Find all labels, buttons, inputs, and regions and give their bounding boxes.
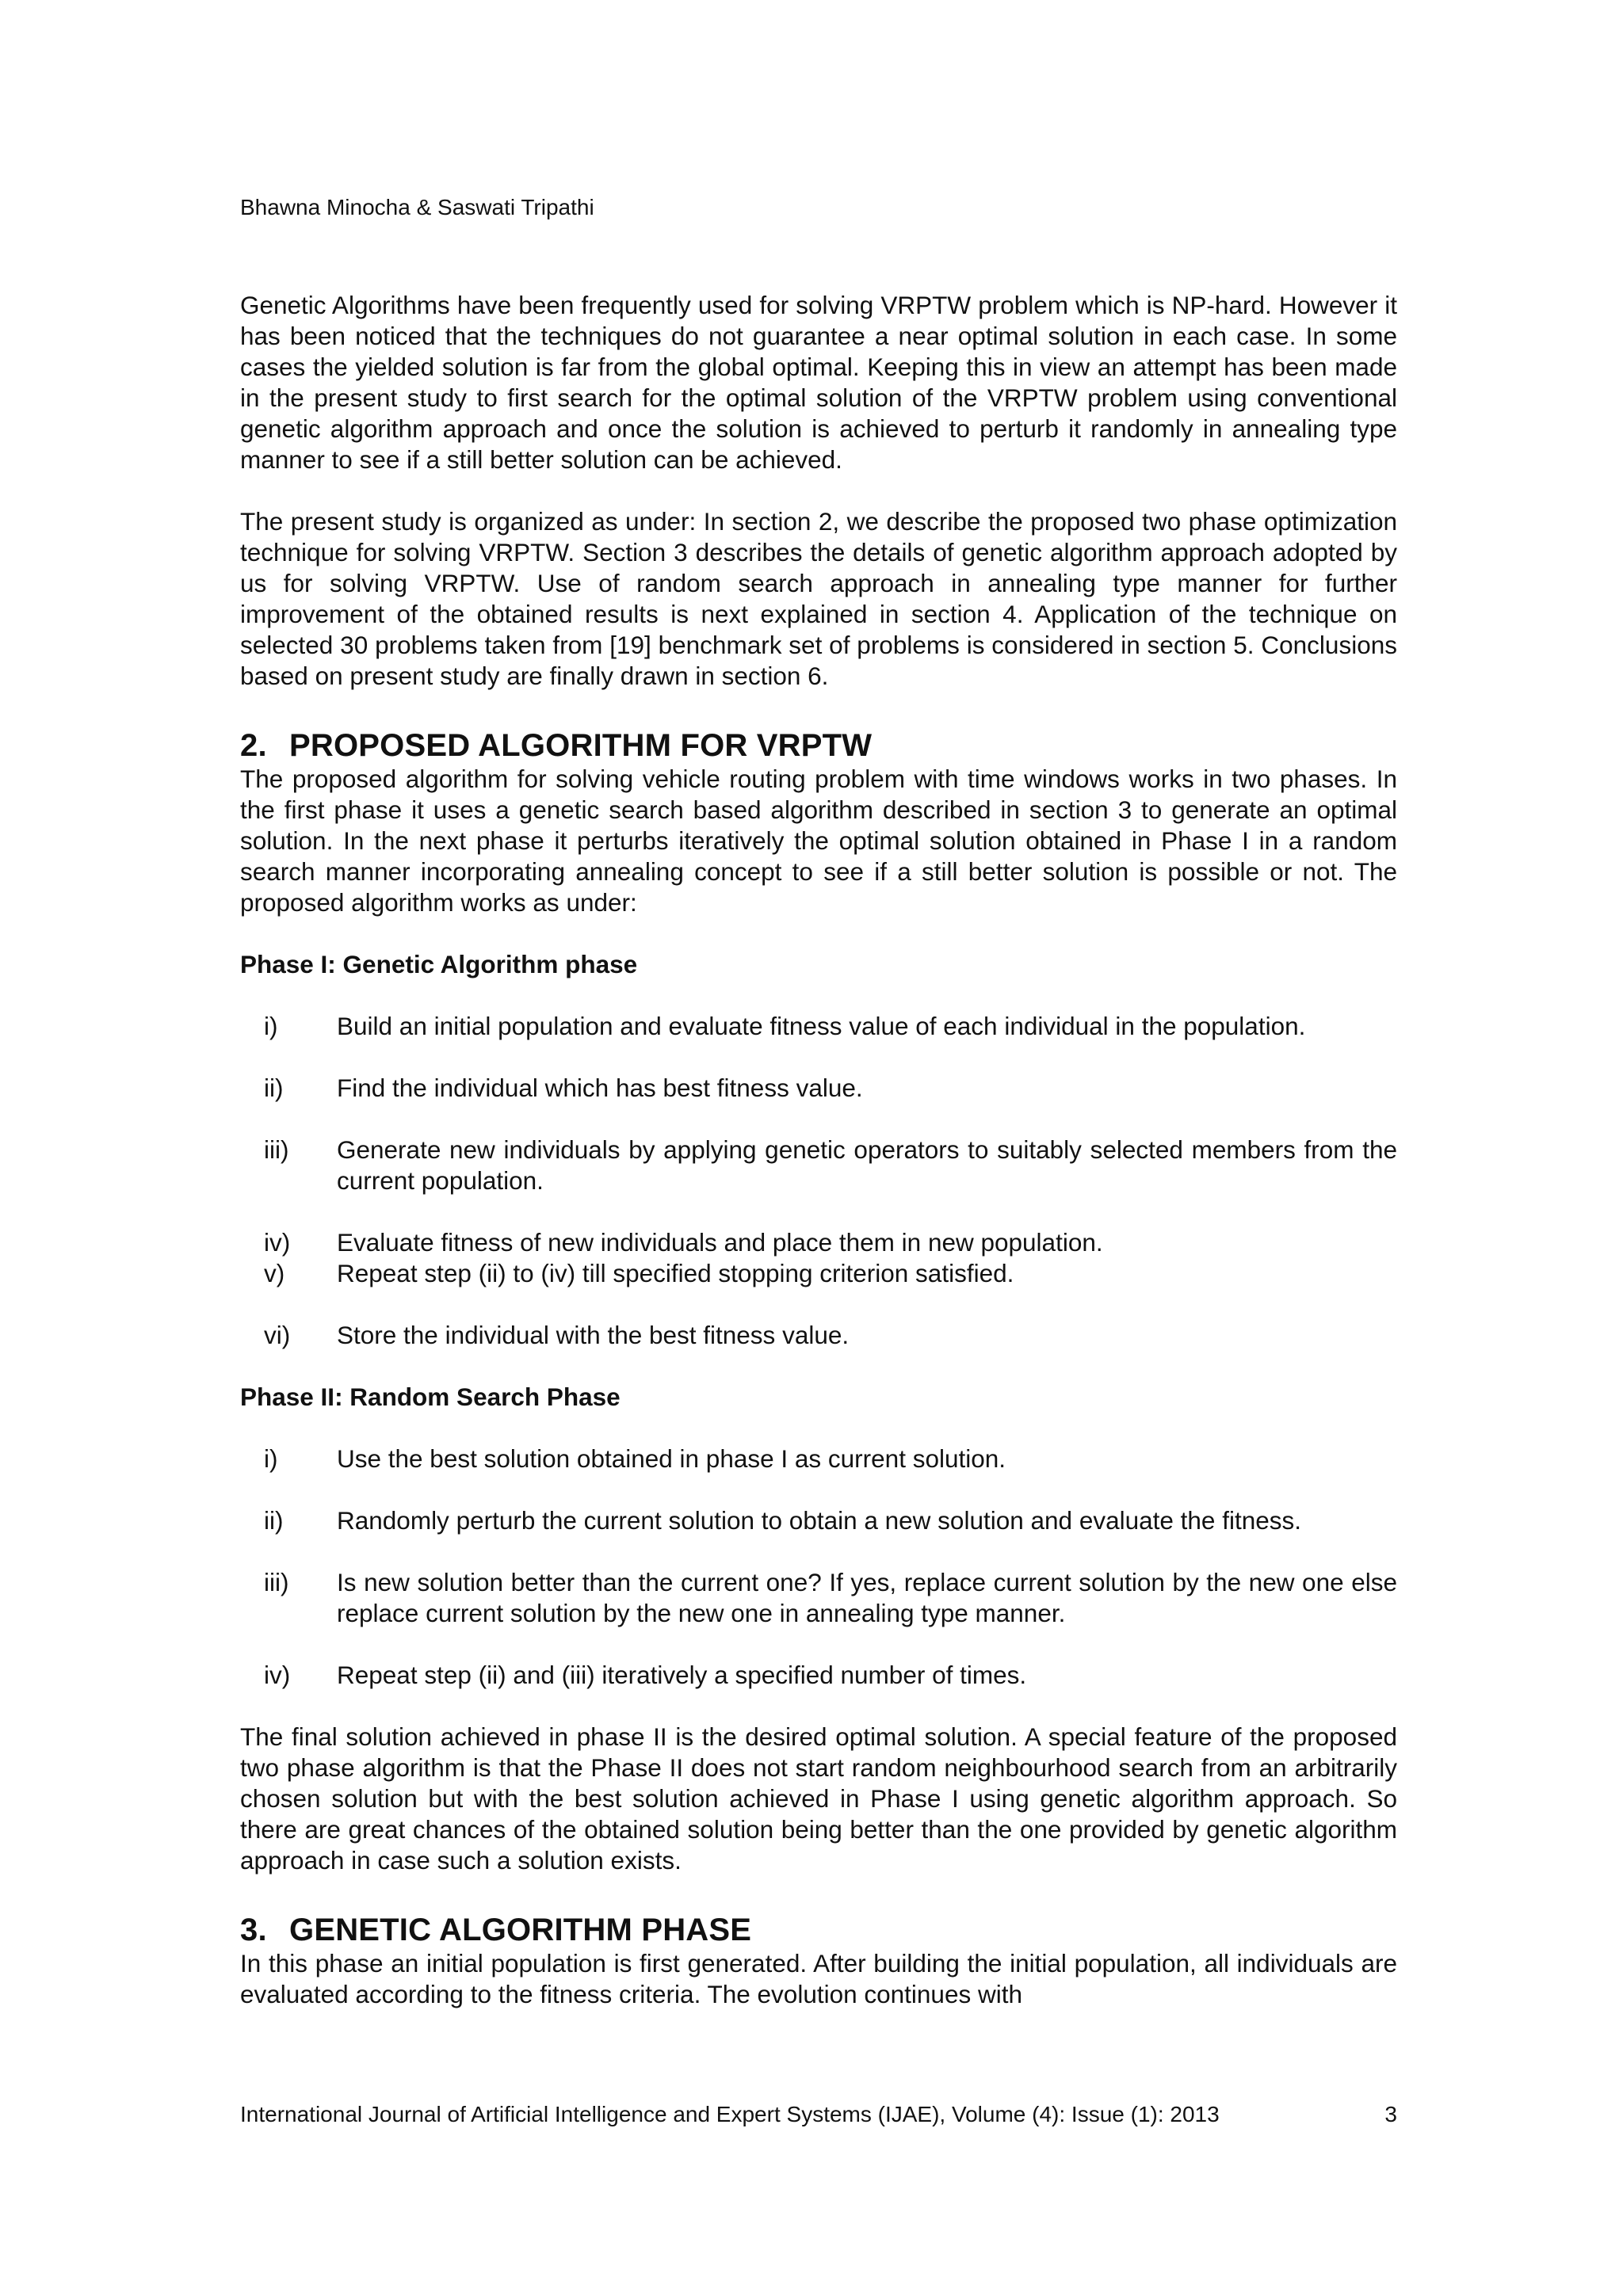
step-text: Repeat step (ii) to (iv) till specified stopping criterion satisfied.: [337, 1259, 1014, 1287]
step-text: Use the best solution obtained in phase I as current solution.: [337, 1444, 1006, 1473]
step-text: Repeat step (ii) and (iii) iteratively a specified number of times.: [337, 1661, 1027, 1689]
phase-1-steps: [240, 1011, 1397, 1351]
step-marker: i): [264, 1012, 278, 1040]
step-text: Store the individual with the best fitness value.: [337, 1321, 850, 1349]
section-3-heading: [240, 1912, 1397, 1948]
phase-2-step: [240, 1444, 1397, 1474]
phase-2-step: [240, 1567, 1397, 1629]
section-2-paragraph: The proposed algorithm for solving vehicle routing problem with time windows works in two phases. In the first phase it uses a genetic search based algorithm described in section 3 to generate an optimal solution. In the next phase it perturbs iteratively the optimal solution obtained in Phase I in a random search manner incorporating annealing concept to see if a still better solution is possible or not. The proposed algorithm works as under:: [240, 765, 1397, 917]
phase-1-step: [240, 1011, 1397, 1042]
step-marker: iii): [264, 1568, 289, 1596]
step-marker: iv): [264, 1661, 291, 1689]
phase-2-step: [240, 1660, 1397, 1691]
footer-journal-citation: International Journal of Artificial Intelligence and Expert Systems (IJAE), Volume (4): Issue (1): 2013: [240, 2102, 1220, 2126]
page-number: 3: [1384, 2102, 1397, 2126]
section-2-heading: [240, 727, 1397, 764]
section-3-number: 3.: [240, 1913, 267, 1947]
section-3-title: GENETIC ALGORITHM PHASE: [289, 1913, 752, 1947]
step-text: Evaluate fitness of new individuals and place them in new population.: [337, 1228, 1103, 1257]
step-marker: i): [264, 1444, 278, 1473]
phase-1-label: Phase I: Genetic Algorithm phase: [240, 950, 638, 978]
step-text: Find the individual which has best fitness value.: [337, 1074, 863, 1102]
running-header-authors: Bhawna Minocha & Saswati Tripathi: [240, 195, 594, 219]
step-text: Randomly perturb the current solution to obtain a new solution and evaluate the fitness.: [337, 1506, 1301, 1535]
page-body: [240, 290, 1397, 2010]
step-marker: iii): [264, 1135, 289, 1164]
intro-paragraph-2: The present study is organized as under: In section 2, we describe the proposed two phase optimization technique for solving VRPTW. Section 3 describes the details of genetic algorithm approach adopted by us for solving VRPTW. Use of random search approach in annealing type manner for further improvement of the obtained results is next explained in section 4. Application of the technique on selected 30 problems taken from [19] benchmark set of problems is considered in section 5. Conclusions based on present study are finally drawn in section 6.: [240, 507, 1397, 690]
step-marker: iv): [264, 1228, 291, 1257]
step-marker: v): [264, 1259, 285, 1287]
phase-2-label: Phase II: Random Search Phase: [240, 1383, 621, 1411]
step-marker: vi): [264, 1321, 291, 1349]
paper-page: [240, 0, 1397, 2296]
phase-1-step: [240, 1135, 1397, 1196]
section-2-title: PROPOSED ALGORITHM FOR VRPTW: [289, 728, 873, 763]
step-text: Generate new individuals by applying genetic operators to suitably selected members from the current population.: [337, 1135, 1397, 1195]
phase-1-step: [240, 1227, 1397, 1258]
phase-1-step: [240, 1073, 1397, 1104]
phase-2-step: [240, 1505, 1397, 1536]
intro-paragraph-1: Genetic Algorithms have been frequently used for solving VRPTW problem which is NP-hard. However it has been noticed that the techniques do not guarantee a near optimal solution in each case. In some cases the yielded solution is far from the global optimal. Keeping this in view an attempt has been made in the present study to first search for the optimal solution of the VRPTW problem using conventional genetic algorithm approach and once the solution is achieved to perturb it randomly in annealing type manner to see if a still better solution can be achieved.: [240, 291, 1397, 474]
section-3-paragraph: In this phase an initial population is first generated. After building the initial population, all individuals are evaluated according to the fitness criteria. The evolution continues with: [240, 1949, 1397, 2008]
running-footer: [240, 2100, 1397, 2129]
phase-1-step: [240, 1320, 1397, 1351]
step-marker: ii): [264, 1506, 284, 1535]
step-marker: ii): [264, 1074, 284, 1102]
section-2-number: 2.: [240, 728, 267, 763]
section-2-closing-paragraph: The final solution achieved in phase II is the desired optimal solution. A special feature of the proposed two phase algorithm is that the Phase II does not start random neighbourhood search from an arbitrarily chosen solution but with the best solution achieved in Phase I using genetic algorithm approach. So there are great chances of the obtained solution being better than the one provided by genetic algorithm approach in case such a solution exists.: [240, 1722, 1397, 1875]
phase-2-steps: [240, 1444, 1397, 1691]
step-text: Build an initial population and evaluate fitness value of each individual in the population.: [337, 1012, 1306, 1040]
step-text: Is new solution better than the current one? If yes, replace current solution by the new one else replace current solution by the new one in annealing type manner.: [337, 1568, 1397, 1627]
phase-1-step: [240, 1258, 1397, 1289]
